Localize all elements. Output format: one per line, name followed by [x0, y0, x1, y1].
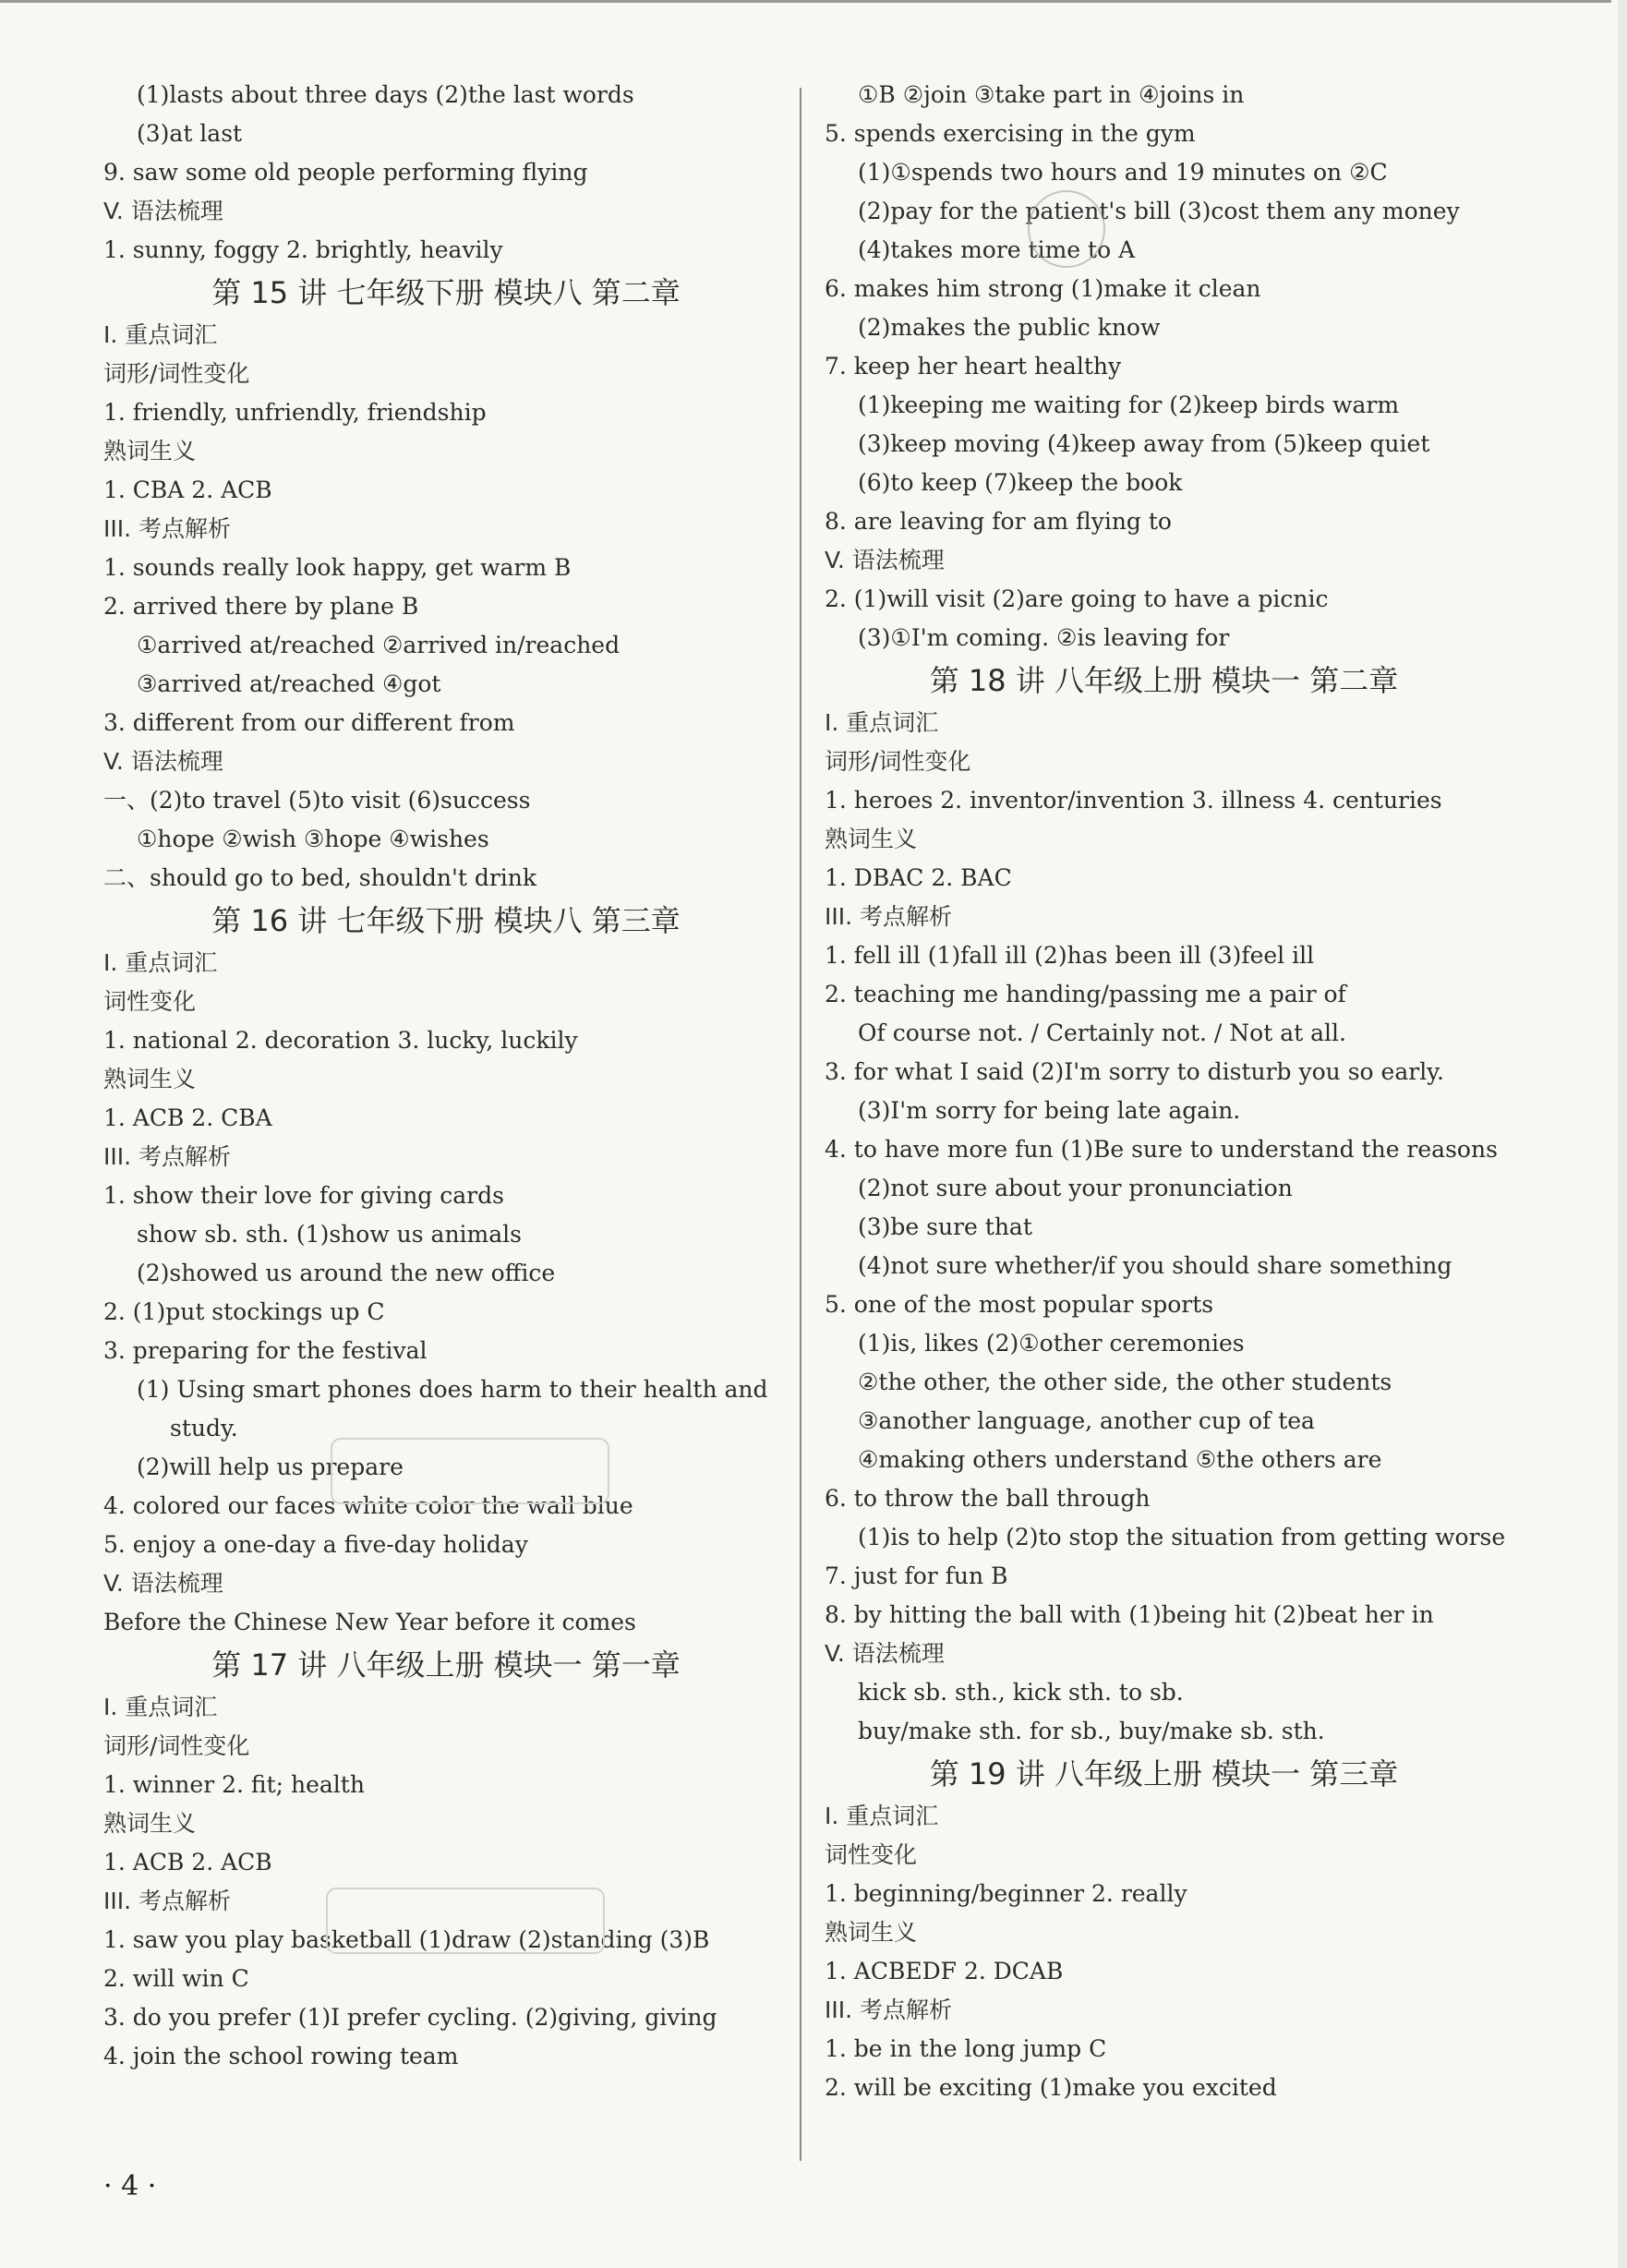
watermark-logo-icon: [328, 1430, 623, 1528]
answer-line: 1. ACBEDF 2. DCAB: [825, 1958, 1064, 1984]
answer-line: 1. sounds really look happy, get warm B: [103, 554, 572, 581]
section-heading: V. 语法梳理: [103, 198, 223, 224]
chapter-heading: 第 18 讲 八年级上册 模块一 第二章: [929, 663, 1399, 698]
answer-line: 4. colored our faces white color the wall blue: [103, 1492, 633, 1519]
answer-line: (6)to keep (7)keep the book: [858, 469, 1183, 496]
answer-line: (2)showed us around the new office: [137, 1260, 556, 1286]
answer-line: (2)will help us prepare: [137, 1454, 404, 1480]
answer-line: 1. beginning/beginner 2. really: [825, 1880, 1187, 1907]
answer-line: (1) Using smart phones does harm to their health and: [137, 1376, 768, 1403]
section-heading: 熟词生义: [825, 826, 918, 852]
answer-line: 7. just for fun B: [825, 1562, 1008, 1589]
answer-line: 3. for what I said (2)I'm sorry to disturb you so early.: [825, 1058, 1444, 1085]
section-heading: 熟词生义: [103, 1066, 197, 1092]
answer-line: (4)takes more time to A: [858, 236, 1136, 263]
answer-line: ①B ②join ③take part in ④joins in: [858, 81, 1245, 108]
answer-line: 5. spends exercising in the gym: [825, 120, 1196, 147]
section-heading: 熟词生义: [103, 1810, 197, 1837]
answer-line: 6. to throw the ball through: [825, 1485, 1151, 1512]
answer-line: ①hope ②wish ③hope ④wishes: [137, 826, 489, 852]
answer-line: (4)not sure whether/if you should share something: [858, 1252, 1452, 1279]
page-right-edge: [1618, 0, 1627, 2268]
answer-line: Of course not. / Certainly not. / Not at all.: [858, 1019, 1346, 1046]
column-divider: [800, 88, 801, 2161]
section-heading: III. 考点解析: [825, 1997, 953, 2023]
answer-line: (2)not sure about your pronunciation: [858, 1175, 1293, 1201]
section-heading: 词形/词性变化: [103, 360, 250, 387]
section-heading: III. 考点解析: [103, 515, 232, 542]
answer-line: (1)①spends two hours and 19 minutes on ②C: [858, 159, 1388, 186]
section-heading: 词形/词性变化: [103, 1732, 250, 1759]
answer-line: 二、should go to bed, shouldn't drink: [103, 864, 537, 891]
section-heading: V. 语法梳理: [825, 1640, 945, 1667]
answer-line: 4. join the school rowing team: [103, 2043, 459, 2069]
section-heading: V. 语法梳理: [825, 547, 945, 573]
answer-line: (3)be sure that: [858, 1213, 1032, 1240]
section-heading: III. 考点解析: [825, 903, 953, 930]
left-column: [103, 76, 789, 2076]
chapter-heading: 第 15 讲 七年级下册 模块八 第二章: [211, 275, 681, 310]
answer-line: 2. (1)put stockings up C: [103, 1298, 385, 1325]
answer-line: 1. ACB 2. CBA: [103, 1104, 272, 1131]
section-heading: I. 重点词汇: [825, 1803, 939, 1829]
answer-line: ①arrived at/reached ②arrived in/reached: [137, 632, 621, 658]
answer-line: 3. preparing for the festival: [103, 1337, 428, 1364]
page-number: · 4 ·: [103, 2170, 157, 2202]
answer-line: ③another language, another cup of tea: [858, 1407, 1315, 1434]
answer-line: 2. will win C: [103, 1965, 249, 1992]
answer-line: 3. different from our different from: [103, 709, 515, 736]
answer-line: Before the Chinese New Year before it comes: [103, 1609, 636, 1635]
answer-line: (1)lasts about three days (2)the last words: [137, 81, 634, 108]
answer-line: (3)keep moving (4)keep away from (5)keep quiet: [858, 430, 1430, 457]
answer-line: 一、(2)to travel (5)to visit (6)success: [103, 787, 531, 814]
section-heading: 熟词生义: [825, 1919, 918, 1946]
answer-line: 1. fell ill (1)fall ill (2)has been ill (3)feel ill: [825, 942, 1315, 969]
section-heading: 词性变化: [103, 988, 197, 1015]
chapter-heading: 第 16 讲 七年级下册 模块八 第三章: [211, 903, 681, 938]
answer-line: 1. DBAC 2. BAC: [825, 864, 1012, 891]
answer-line: 9. saw some old people performing flying: [103, 159, 588, 186]
right-column: [825, 76, 1506, 2107]
answer-line: (3)①I'm coming. ②is leaving for: [858, 624, 1230, 651]
answer-line: 7. keep her heart healthy: [825, 353, 1122, 380]
answer-line: (2)makes the public know: [858, 314, 1161, 341]
answer-line: 1. saw you play basketball (1)draw (2)standing (3)B: [103, 1926, 710, 1953]
answer-line: 1. ACB 2. ACB: [103, 1849, 272, 1876]
section-heading: I. 重点词汇: [103, 321, 218, 348]
chapter-heading: 第 19 讲 八年级上册 模块一 第三章: [929, 1756, 1399, 1791]
answer-line: 5. one of the most popular sports: [825, 1291, 1214, 1318]
answer-line: 8. by hitting the ball with (1)being hit (2)beat her in: [825, 1601, 1434, 1628]
answer-line: 3. do you prefer (1)I prefer cycling. (2)giving, giving: [103, 2004, 717, 2031]
answer-line: 2. (1)will visit (2)are going to have a picnic: [825, 585, 1329, 612]
answer-line: (3)at last: [137, 120, 243, 147]
answer-line: (1)is to help (2)to stop the situation from getting worse: [858, 1524, 1506, 1550]
page-top-rule: [0, 0, 1611, 3]
section-heading: 词形/词性变化: [825, 748, 971, 775]
answer-line: ③arrived at/reached ④got: [137, 670, 441, 697]
answer-line: 8. are leaving for am flying to: [825, 508, 1172, 535]
answer-line: 1. sunny, foggy 2. brightly, heavily: [103, 236, 503, 263]
answer-line: (1)keeping me waiting for (2)keep birds warm: [858, 392, 1400, 418]
answer-line: 6. makes him strong (1)make it clean: [825, 275, 1261, 302]
section-heading: V. 语法梳理: [103, 748, 223, 775]
answer-line: (1)is, likes (2)①other ceremonies: [858, 1330, 1245, 1357]
section-heading: 熟词生义: [103, 438, 197, 464]
answer-line: 4. to have more fun (1)Be sure to understand the reasons: [825, 1136, 1498, 1163]
watermark-stamp-icon: [1028, 190, 1105, 268]
answer-line: 2. arrived there by plane B: [103, 593, 419, 620]
answer-line: 2. will be exciting (1)make you excited: [825, 2074, 1277, 2101]
section-heading: V. 语法梳理: [103, 1570, 223, 1597]
answer-line: 1. winner 2. fit; health: [103, 1771, 365, 1798]
watermark-logo-icon-2: [323, 1879, 619, 1978]
section-heading: I. 重点词汇: [103, 1694, 218, 1720]
answer-line: 1. friendly, unfriendly, friendship: [103, 399, 487, 426]
section-heading: III. 考点解析: [103, 1888, 232, 1914]
section-heading: III. 考点解析: [103, 1143, 232, 1170]
answer-line: 1. CBA 2. ACB: [103, 477, 272, 503]
answer-line: ②the other, the other side, the other students: [858, 1369, 1392, 1395]
answer-line: ④making others understand ⑤the others are: [858, 1446, 1382, 1473]
answer-line: (2)pay for the patient's bill (3)cost them any money: [858, 198, 1460, 224]
answer-line: 1. heroes 2. inventor/invention 3. illness 4. centuries: [825, 787, 1442, 814]
answer-line: 5. enjoy a one-day a five-day holiday: [103, 1531, 528, 1558]
section-heading: I. 重点词汇: [825, 709, 939, 736]
section-heading: I. 重点词汇: [103, 949, 218, 976]
answer-line: 1. be in the long jump C: [825, 2035, 1107, 2062]
answer-line: show sb. sth. (1)show us animals: [137, 1221, 522, 1248]
watermark-logo-graphic: [328, 1430, 623, 1513]
answer-line: (3)I'm sorry for being late again.: [858, 1097, 1241, 1124]
answer-line: 1. national 2. decoration 3. lucky, luckily: [103, 1027, 578, 1054]
answer-line: 1. show their love for giving cards: [103, 1182, 504, 1209]
answer-line: study.: [170, 1415, 238, 1442]
section-heading: 词性变化: [825, 1841, 918, 1868]
answer-line: 2. teaching me handing/passing me a pair of: [825, 981, 1346, 1007]
answer-line: kick sb. sth., kick sth. to sb.: [858, 1679, 1184, 1706]
answer-line: buy/make sth. for sb., buy/make sb. sth.: [858, 1718, 1325, 1744]
chapter-heading: 第 17 讲 八年级上册 模块一 第一章: [211, 1647, 681, 1683]
watermark-logo-graphic-2: [323, 1879, 619, 1962]
